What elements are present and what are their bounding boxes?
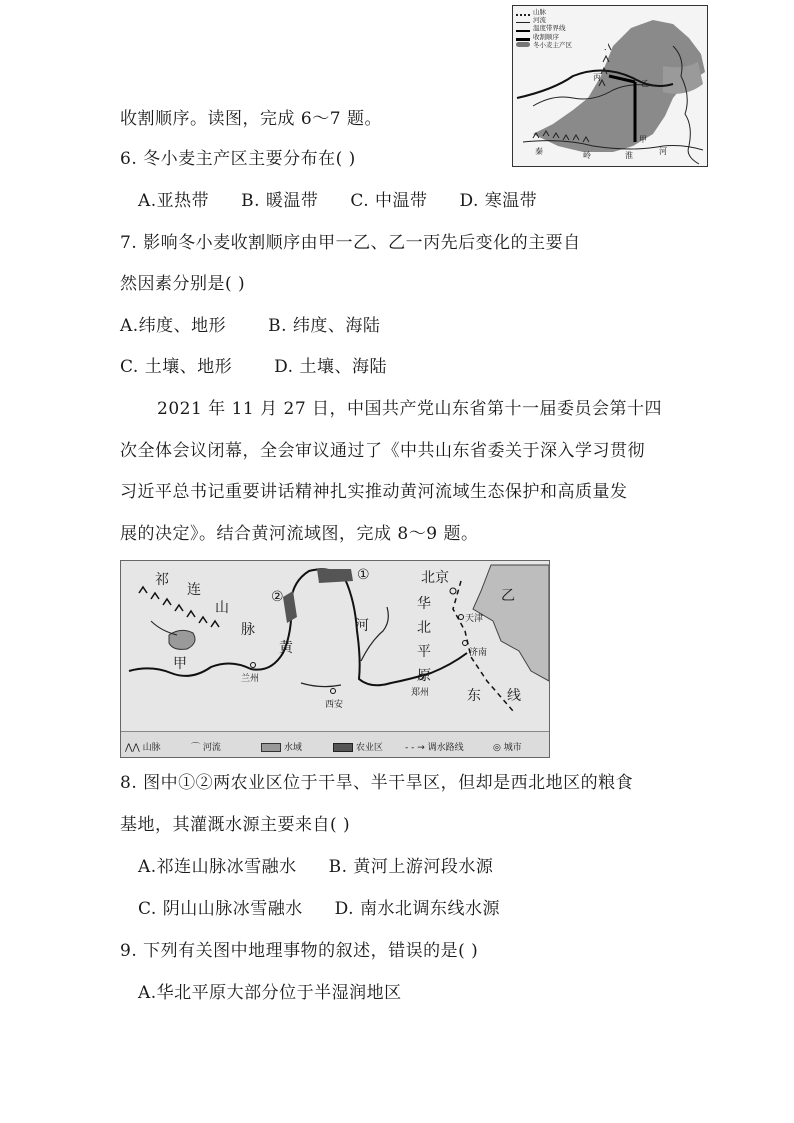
label-lian: 连 bbox=[187, 582, 201, 598]
city-tianjin: 天津 bbox=[465, 614, 484, 624]
city-zhengzhou: 郑州 bbox=[411, 688, 430, 698]
q6-option-b[interactable]: B. 暖温带 bbox=[241, 191, 319, 211]
label-qi: 祁 bbox=[155, 572, 169, 588]
label-yi: 乙 bbox=[501, 588, 515, 604]
q6-option-a[interactable]: A.亚热带 bbox=[138, 191, 210, 211]
question-7-line1: 7. 影响冬小麦收割顺序由甲一乙、乙一丙先后变化的主要自 bbox=[120, 233, 581, 253]
label-beijing: 北京 bbox=[421, 570, 449, 586]
label-jia: 甲 bbox=[639, 135, 647, 144]
paragraph-line3: 习近平总书记重要讲话精神扎实推动黄河流域生态保护和高质量发 bbox=[120, 482, 628, 502]
label-dong: 东 bbox=[467, 688, 481, 704]
q7-option-a[interactable]: A.纬度、地形 bbox=[120, 316, 227, 336]
label-huang: 黄 bbox=[279, 640, 293, 656]
line-icon bbox=[516, 25, 530, 32]
wheat-harvest-map bbox=[512, 5, 708, 167]
q7-option-b[interactable]: B. 纬度、海陆 bbox=[268, 316, 381, 336]
river-icon bbox=[516, 17, 530, 23]
legend-mountain: 山脉 bbox=[516, 8, 608, 16]
label-yi: 乙 bbox=[641, 79, 649, 88]
legend-river: ⌒ 河流 bbox=[191, 743, 221, 753]
label-jia: 甲 bbox=[173, 656, 187, 672]
q6-option-d[interactable]: D. 寒温带 bbox=[459, 191, 538, 211]
label-ling: 岭 bbox=[583, 151, 591, 160]
bohai-sea bbox=[473, 565, 549, 681]
city-lanzhou: 兰州 bbox=[241, 674, 260, 684]
city-lanzhou-dot bbox=[251, 663, 256, 668]
agri-area-1 bbox=[317, 569, 353, 583]
zone-icon bbox=[516, 42, 530, 47]
legend-mountain: ⋀⋀ 山脉 bbox=[125, 743, 161, 753]
question-9: 9. 下列有关图中地理事物的叙述，错误的是( ) bbox=[120, 941, 479, 961]
question-7-line2: 然因素分别是( ) bbox=[120, 274, 246, 294]
q8-option-c[interactable]: C. 阴山山脉冰雪融水 bbox=[138, 899, 303, 919]
legend-wheat: 冬小麦主产区 bbox=[516, 41, 608, 49]
q8-option-d[interactable]: D. 南水北调东线水源 bbox=[334, 899, 500, 919]
city-tianjin-dot bbox=[459, 615, 464, 620]
legend-temp-line: 温度带界线 bbox=[516, 24, 608, 32]
dashed-arrow-icon: - - → bbox=[405, 743, 428, 753]
label-mark2: ② bbox=[271, 589, 284, 605]
label-yuan: 原 bbox=[417, 668, 431, 684]
paragraph-line2: 次全体会议闭幕，全会审议通过了《中共山东省委关于深入学习贯彻 bbox=[120, 441, 645, 461]
question-6: 6. 冬小麦主产区主要分布在( ) bbox=[120, 149, 356, 169]
legend-route: - - → 调水路线 bbox=[405, 743, 464, 753]
water-icon bbox=[261, 743, 281, 752]
label-mai: 脉 bbox=[241, 622, 255, 638]
agri-icon bbox=[333, 743, 353, 752]
label-huai: 淮 bbox=[625, 151, 633, 160]
city-jinan: 济南 bbox=[469, 648, 488, 658]
mountain-icon: ⋀⋀ bbox=[125, 743, 143, 753]
legend-harvest: 收割顺序 bbox=[516, 33, 608, 41]
mountain-icon bbox=[516, 9, 530, 16]
intro-tail: 收割顺序。读图，完成 6～7 题。 bbox=[120, 109, 382, 129]
q6-options bbox=[138, 190, 537, 212]
label-shan: 山 bbox=[215, 600, 229, 616]
city-xian: 西安 bbox=[325, 700, 344, 710]
city-icon: ◎ bbox=[493, 743, 504, 753]
paragraph-line1: 2021 年 11 月 27 日，中国共产党山东省第十一届委员会第十四 bbox=[157, 399, 663, 419]
paragraph-line4: 展的决定》。结合黄河流域图，完成 8～9 题。 bbox=[120, 524, 479, 544]
river-map-legend bbox=[121, 731, 549, 758]
label-xian: 线 bbox=[507, 688, 521, 704]
arrow-icon bbox=[516, 33, 530, 41]
q7-option-d[interactable]: D. 土壤、海陆 bbox=[274, 357, 387, 377]
legend-river: 河流 bbox=[516, 16, 608, 24]
label-hua: 华 bbox=[417, 596, 431, 612]
q9-option-a[interactable]: A.华北平原大部分位于半湿润地区 bbox=[138, 983, 402, 1003]
q7-options-row2 bbox=[120, 356, 387, 378]
wheat-map-legend bbox=[516, 8, 608, 49]
legend-agri: 农业区 bbox=[333, 740, 383, 753]
yellow-river-map bbox=[120, 560, 550, 758]
q8-option-a[interactable]: A.祁连山脉冰雪融水 bbox=[138, 857, 297, 877]
q7-options-row1 bbox=[120, 315, 380, 337]
label-bei: 北 bbox=[417, 620, 431, 636]
agri-area-2 bbox=[283, 591, 297, 623]
label-ping: 平 bbox=[417, 644, 431, 660]
label-he: 河 bbox=[659, 147, 667, 156]
label-mark1: ① bbox=[357, 567, 370, 583]
label-he: 河 bbox=[355, 618, 369, 634]
legend-water: 水域 bbox=[261, 740, 302, 753]
label-bing: 丙 bbox=[593, 73, 601, 82]
q8-options-row2 bbox=[138, 898, 500, 920]
legend-city: ◎ 城市 bbox=[493, 743, 522, 753]
q8-options-row1 bbox=[138, 856, 493, 878]
river-icon: ⌒ bbox=[191, 743, 203, 753]
city-beijing-dot bbox=[450, 588, 456, 594]
qinghai-lake bbox=[169, 630, 195, 649]
q6-option-c[interactable]: C. 中温带 bbox=[350, 191, 428, 211]
city-jinan-dot bbox=[463, 641, 468, 646]
label-qin: 秦 bbox=[535, 147, 543, 156]
tributary-wei bbox=[301, 683, 341, 687]
city-xian-dot bbox=[331, 689, 336, 694]
q8-option-b[interactable]: B. 黄河上游河段水源 bbox=[328, 857, 494, 877]
q7-option-c[interactable]: C. 土壤、地形 bbox=[120, 357, 233, 377]
question-8-line1: 8. 图中①②两农业区位于干旱、半干旱区，但却是西北地区的粮食 bbox=[120, 773, 634, 793]
question-8-line2: 基地，其灌溉水源主要来自( ) bbox=[120, 815, 351, 835]
